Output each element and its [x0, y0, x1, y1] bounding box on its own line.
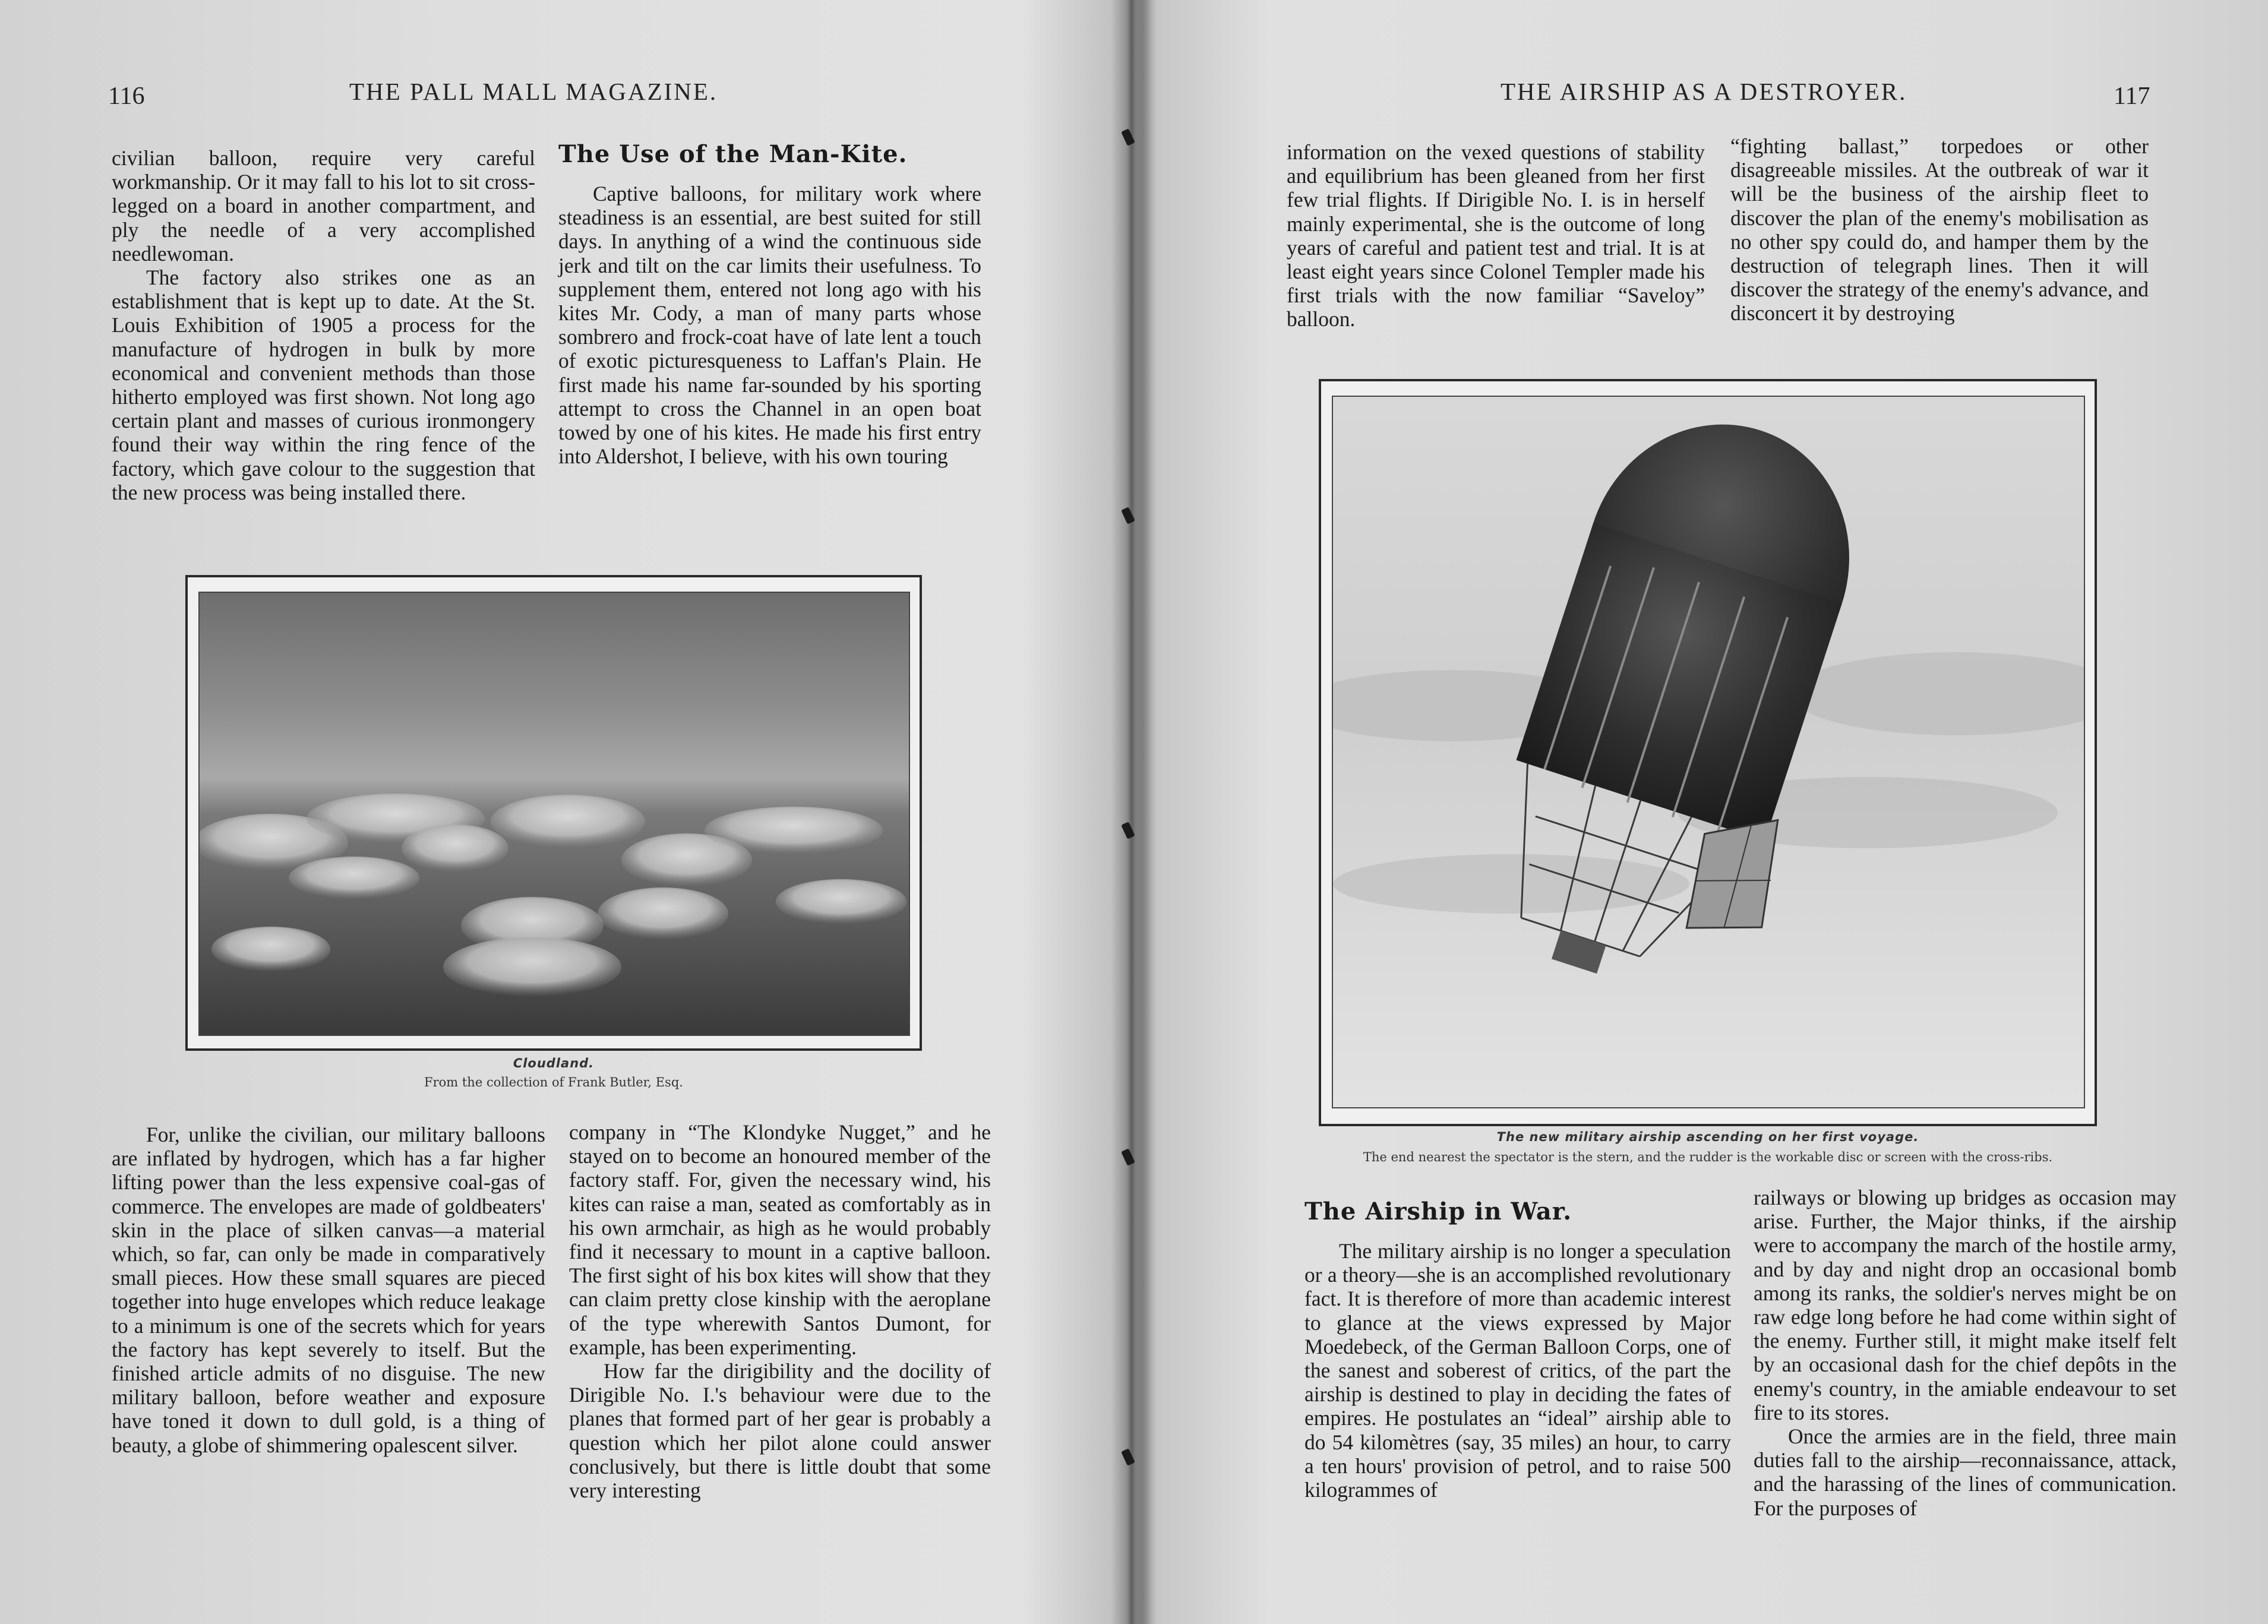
clouds-image	[200, 593, 909, 1035]
column-left-bottom	[1304, 1198, 1731, 1502]
page-number: 116	[108, 83, 145, 110]
page-number: 117	[2114, 83, 2150, 110]
column-left-bottom	[112, 1123, 545, 1457]
left-page	[0, 0, 1117, 1624]
paragraph: For, unlike the civilian, our military balloons are inflated by hydrogen, which has a far higher lifting power than the less expensive coal-gas of commerce. The envelopes are made of goldbeaters' skin in the place of silken canvas—a material which, so far, can only be made in comparatively small pieces. How these small squares are pieced together into huge envelopes which reduce leakage to a minimum is one of the secrets which for years the factory has kept severely to itself. But the finished article admits of no disguise. The new military balloon, before weather and exposure have toned it down to dull gold, is a thing of beauty, a globe of shimmering opalescent silver.	[112, 1123, 545, 1457]
section-heading: The Use of the Man-Kite.	[558, 140, 908, 168]
paragraph: Once the armies are in the field, three main duties fall to the airship—reconnaissance, attack, and the harassing of the lines of communication. For the purposes of	[1754, 1424, 2177, 1520]
paragraph: “fighting ballast,” torpedoes or other disagreeable missiles. At the outbreak of war it will be the business of the airship fleet to discover the plan of the enemy's mobilisation as no other spy could do, and hamper them by the destruction of telegraph lines. Then it will discover the strategy of the enemy's advance, and disconcert it by destroying	[1730, 134, 2149, 326]
column-left-top	[1287, 140, 1705, 331]
column-right-top	[558, 140, 981, 468]
column-right-bottom	[1754, 1186, 2177, 1520]
paragraph: railways or blowing up bridges as occasion may arise. Further, the Major thinks, if the airship were to accompany the march of the hostile army, and by day and night drop an occasional bomb among its ranks, the soldier's nerves might be on raw edge long before he had come within sight of the enemy. Further still, it might make itself felt by an occasional dash for the chief depôts in the enemy's country, in the amiable endeavour to set fire to its stores.	[1754, 1186, 2177, 1424]
airship-image	[1333, 397, 2084, 1107]
column-left-top	[112, 146, 535, 504]
section-heading: The Airship in War.	[1304, 1198, 1572, 1225]
paragraph: The factory also strikes one as an establishment that is kept up to date. At the St. Louis Exhibition of 1905 a process for the manufacture of hydrogen in bulk by more economical and convenient methods than those hitherto employed was first shown. Not long ago certain plant and masses of curious ironmongery found their way within the ring fence of the factory, which gave colour to the suggestion that the new process was being installed there.	[112, 266, 535, 504]
figure-title: Cloudland.	[513, 1056, 595, 1070]
column-right-bottom	[569, 1120, 991, 1502]
airship-photo	[1332, 396, 2085, 1108]
paragraph: civilian balloon, require very careful workmanship. Or it may fall to his lot to sit cross-legged on a board in another compartment, and ply the needle of a very accomplished needlewoman.	[112, 146, 535, 266]
paragraph: The military airship is no longer a speculation or a theory—she is an accomplished revolutionary fact. It is therefore of more than academic interest to glance at the views expressed by Major Moedebeck, of the German Balloon Corps, one of the sanest and soberest of critics, of the part the airship is destined to play in deciding the fates of empires. He postulates an “ideal” airship able to do 54 kilomètres (say, 35 miles) an hour, to carry a ten hours' provision of petrol, and to raise 500 kilogrammes of	[1304, 1239, 1731, 1502]
running-head: THE PALL MALL MAGAZINE.	[349, 78, 718, 105]
running-head: THE AIRSHIP AS A DESTROYER.	[1501, 78, 1907, 105]
cloudland-photo	[198, 592, 910, 1036]
paragraph: How far the dirigibility and the docility of Dirigible No. I.'s behaviour were due to the planes that formed part of her gear is probably a question which her pilot alone could answer conclusively, but there is little doubt that some very interesting	[569, 1359, 991, 1503]
figure-airship	[1319, 379, 2097, 1126]
paragraph: company in “The Klondyke Nugget,” and he stayed on to become an honoured member of the factory staff. For, given the necessary wind, his kites can raise a man, seated as comfortably as in his own armchair, as high as he would probably find it necessary to mount in a captive balloon. The first sight of his box kites will show that they can claim pretty close kinship with the aeroplane of the type wherewith Santos Dumont, for example, has been experimenting.	[569, 1120, 991, 1359]
paragraph: information on the vexed questions of stability and equilibrium has been gleaned from her first few trial flights. If Dirigible No. I. is in herself mainly experimental, she is the outcome of long years of careful and patient test and trial. It is at least eight years since Colonel Templer made his first trials with the now familiar “Saveloy” balloon.	[1287, 140, 1705, 331]
figure-title: The new military airship ascending on her first voyage.	[1496, 1130, 1919, 1144]
figure-cloudland	[185, 575, 922, 1051]
column-right-top	[1730, 134, 2149, 326]
paragraph: Captive balloons, for military work where steadiness is an essential, are best suited for still days. In anything of a wind the continuous side jerk and tilt on the car limits their usefulness. To supplement them, entered not long ago with his kites Mr. Cody, a man of many parts whose sombrero and frock-coat have of late lent a touch of exotic picturesqueness to Laffan's Plain. He first made his name far-sounded by his sporting attempt to cross the Channel in an open boat towed by one of his kites. He made his first entry into Aldershot, I believe, with his own touring	[558, 182, 981, 469]
figure-credit: From the collection of Frank Butler, Esq.	[424, 1075, 683, 1089]
right-page	[1146, 0, 2268, 1624]
figure-credit: The end nearest the spectator is the stern, and the rudder is the workable disc or screen with the cross-ribs.	[1363, 1150, 2053, 1164]
